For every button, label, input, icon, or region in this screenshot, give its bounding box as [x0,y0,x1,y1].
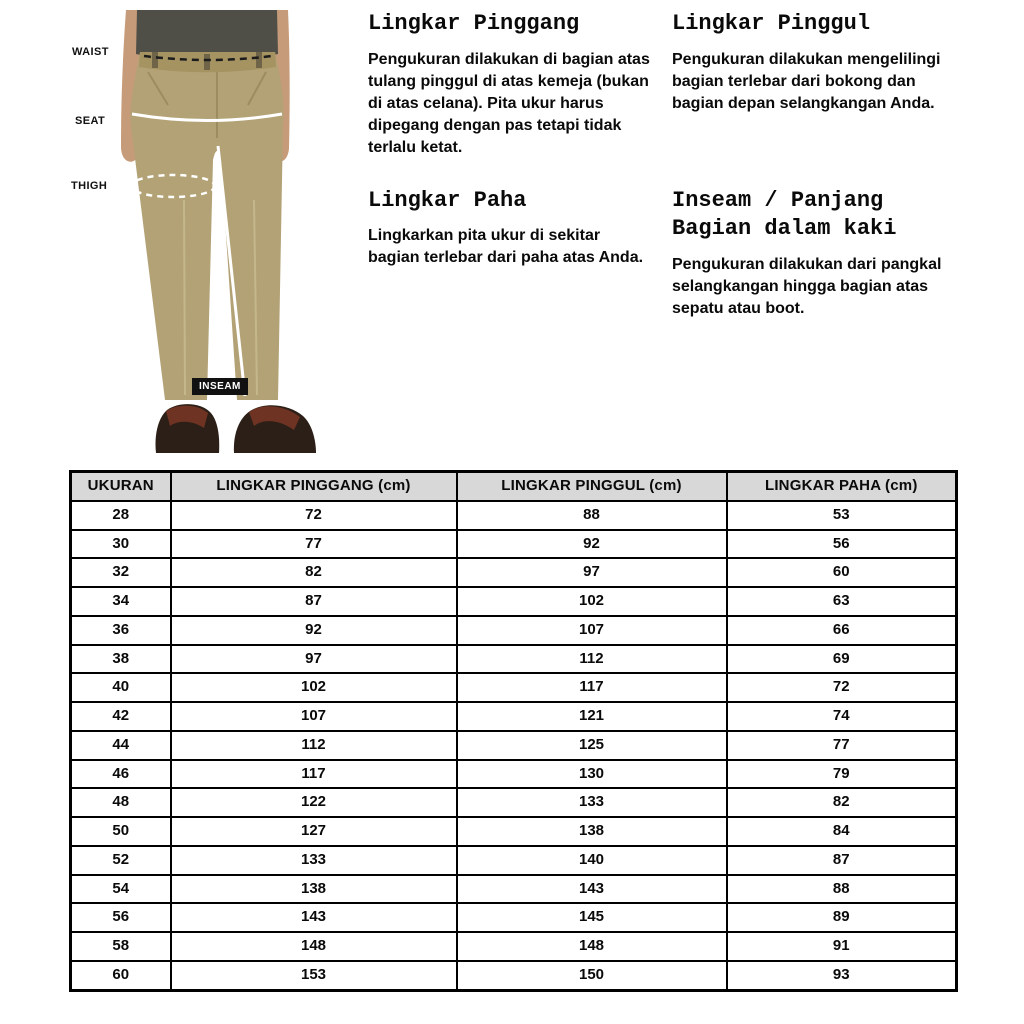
table-row [71,903,957,932]
header-lingkar-pinggang: LINGKAR PINGGANG (cm) [171,472,457,501]
inseam-label: INSEAM [192,378,248,395]
size-cell: 44 [71,731,171,760]
measurement-cell: 82 [171,558,457,587]
measurement-cell: 112 [171,731,457,760]
measurement-cell: 150 [457,961,727,990]
measurement-cell: 153 [171,961,457,990]
guide-title-waist: Lingkar Pinggang [368,11,580,36]
guide-body-hip: Pengukuran dilakukan mengelilingi bagian terlebar dari bokong dan bagian depan selangkangan Anda. [672,50,941,112]
measurement-cell: 97 [171,645,457,674]
measurement-cell: 97 [457,558,727,587]
measurement-cell: 133 [171,846,457,875]
table-row [71,932,957,961]
size-cell: 40 [71,673,171,702]
table-row [71,587,957,616]
size-cell: 38 [71,645,171,674]
table-row [71,961,957,990]
measurement-cell: 77 [727,731,957,760]
size-cell: 36 [71,616,171,645]
header-lingkar-pinggul: LINGKAR PINGGUL (cm) [457,472,727,501]
measurement-cell: 130 [457,760,727,789]
measurement-cell: 138 [457,817,727,846]
table-row [71,616,957,645]
measurement-cell: 148 [457,932,727,961]
measurement-cell: 92 [171,616,457,645]
size-table-body [71,501,957,990]
size-cell: 42 [71,702,171,731]
measurement-cell: 53 [727,501,957,530]
size-table [69,470,958,992]
table-row [71,645,957,674]
size-cell: 34 [71,587,171,616]
measurement-cell: 121 [457,702,727,731]
measurement-cell: 143 [171,903,457,932]
measurement-cell: 66 [727,616,957,645]
measurement-cell: 107 [457,616,727,645]
measurement-cell: 72 [727,673,957,702]
table-row [71,702,957,731]
measurement-cell: 145 [457,903,727,932]
size-cell: 46 [71,760,171,789]
measurement-cell: 102 [457,587,727,616]
size-cell: 28 [71,501,171,530]
seat-label: SEAT [75,115,106,127]
size-cell: 50 [71,817,171,846]
measurement-cell: 72 [171,501,457,530]
size-cell: 32 [71,558,171,587]
table-row [71,875,957,904]
measurement-cell: 74 [727,702,957,731]
measurement-cell: 88 [727,875,957,904]
measurement-cell: 122 [171,788,457,817]
pants-measurement-figure [68,10,340,455]
measurement-cell: 87 [727,846,957,875]
size-cell: 30 [71,530,171,559]
measurement-cell: 143 [457,875,727,904]
size-cell: 52 [71,846,171,875]
measurement-cell: 63 [727,587,957,616]
guide-body-thigh: Lingkarkan pita ukur di sekitar bagian terlebar dari paha atas Anda. [368,227,644,267]
size-table-section [69,470,958,992]
measurement-cell: 77 [171,530,457,559]
table-row [71,501,957,530]
guide-section-hip [672,10,956,115]
guide-section-inseam [672,187,956,320]
guide-section-thigh [368,187,650,270]
guide-body-waist: Pengukuran dilakukan di bagian atas tulang pinggul di atas kemeja (bukan di atas celana). Pita ukur harus dipegang dengan pas tetapi tidak terlalu ketat. [368,50,650,156]
size-cell: 58 [71,932,171,961]
waist-label: WAIST [72,46,109,58]
table-row [71,558,957,587]
measurement-cell: 140 [457,846,727,875]
guide-title-thigh: Lingkar Paha [368,187,527,213]
measurement-cell: 91 [727,932,957,961]
table-header-row [71,472,957,501]
size-cell: 54 [71,875,171,904]
measurement-cell: 89 [727,903,957,932]
size-cell: 56 [71,903,171,932]
measurement-cell: 125 [457,731,727,760]
thigh-label: THIGH [71,180,108,192]
table-row [71,817,957,846]
guide-title-hip: Lingkar Pinggul [672,11,871,36]
measurement-cell: 138 [171,875,457,904]
guide-section-waist [368,10,650,159]
measurement-cell: 117 [457,673,727,702]
size-cell: 60 [71,961,171,990]
measurement-cell: 84 [727,817,957,846]
measurement-cell: 60 [727,558,957,587]
header-ukuran: UKURAN [71,472,171,501]
measurement-cell: 82 [727,788,957,817]
measurement-cell: 92 [457,530,727,559]
measurement-cell: 102 [171,673,457,702]
measurement-guide [368,10,956,320]
measurement-cell: 133 [457,788,727,817]
measurement-cell: 69 [727,645,957,674]
measurement-cell: 112 [457,645,727,674]
header-lingkar-paha: LINGKAR PAHA (cm) [727,472,957,501]
table-row [71,731,957,760]
measurement-cell: 148 [171,932,457,961]
measurement-cell: 87 [171,587,457,616]
measurement-cell: 79 [727,760,957,789]
measurement-cell: 107 [171,702,457,731]
measurement-cell: 88 [457,501,727,530]
measurement-cell: 117 [171,760,457,789]
table-row [71,788,957,817]
table-row [71,530,957,559]
measurement-cell: 93 [727,961,957,990]
table-row [71,760,957,789]
guide-body-inseam: Pengukuran dilakukan dari pangkal selangkangan hingga bagian atas sepatu atau boot. [672,255,942,317]
measurement-cell: 127 [171,817,457,846]
measurement-cell: 56 [727,530,957,559]
guide-title-inseam: Inseam / Panjang Bagian dalam kaki [672,187,897,242]
table-row [71,846,957,875]
size-cell: 48 [71,788,171,817]
table-row [71,673,957,702]
